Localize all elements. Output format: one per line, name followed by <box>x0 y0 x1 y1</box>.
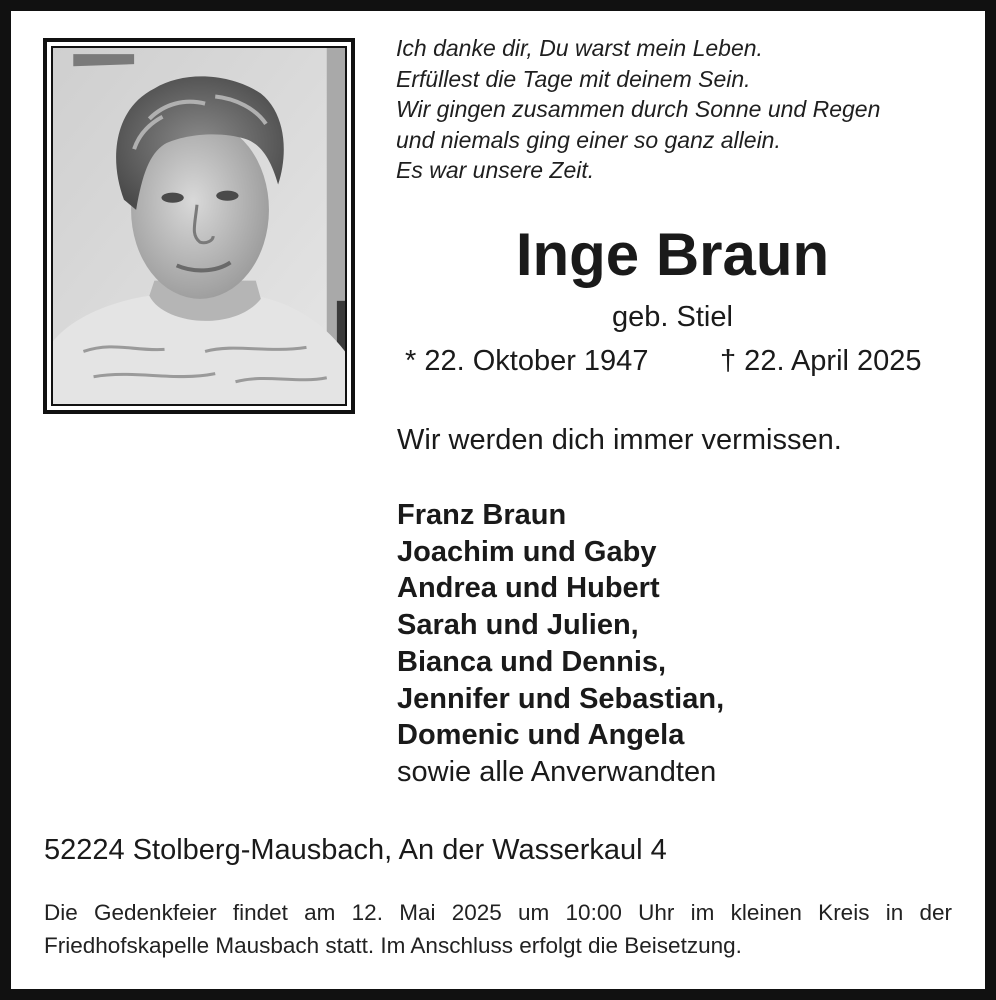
portrait-frame <box>43 38 355 414</box>
address: 52224 Stolberg-Mausbach, An der Wasserkaul 4 <box>44 834 667 866</box>
death-date: † 22. April 2025 <box>720 345 922 377</box>
mourner: Domenic und Angela <box>397 719 685 752</box>
poem-line: und niemals ging einer so ganz allein. <box>396 126 781 153</box>
memorial-notice: Die Gedenkfeier findet am 12. Mai 2025 um 10:00 Uhr im kleinen Kreis in der Friedhofskapelle Mausbach statt. Im Anschluss erfolgt die Beisetzung. <box>44 900 952 958</box>
mourner: Franz Braun <box>397 499 567 531</box>
mourner: Jennifer und Sebastian, <box>397 682 725 715</box>
mourner: Andrea und Hubert <box>397 572 660 605</box>
poem-line: Erfüllest die Tage mit deinem Sein. <box>396 65 751 92</box>
mourner: Joachim und Gaby <box>397 535 657 568</box>
maiden-name: geb. Stiel <box>612 301 733 333</box>
poem <box>396 33 976 186</box>
portrait-photo <box>53 48 345 404</box>
birth-date: * 22. Oktober 1947 <box>405 345 649 377</box>
mourner: Sarah und Julien, <box>397 609 639 642</box>
farewell-message: Wir werden dich immer vermissen. <box>397 424 842 456</box>
relatives-line: sowie alle Anverwandten <box>397 756 717 788</box>
poem-line: Ich danke dir, Du warst mein Leben. <box>396 35 763 61</box>
poem-line: Es war unsere Zeit. <box>396 157 595 183</box>
mourners-list <box>397 497 724 754</box>
mourner: Bianca und Dennis, <box>397 645 667 678</box>
deceased-name: Inge Braun <box>515 221 830 288</box>
poem-line: Wir gingen zusammen durch Sonne und Regen <box>396 96 881 122</box>
